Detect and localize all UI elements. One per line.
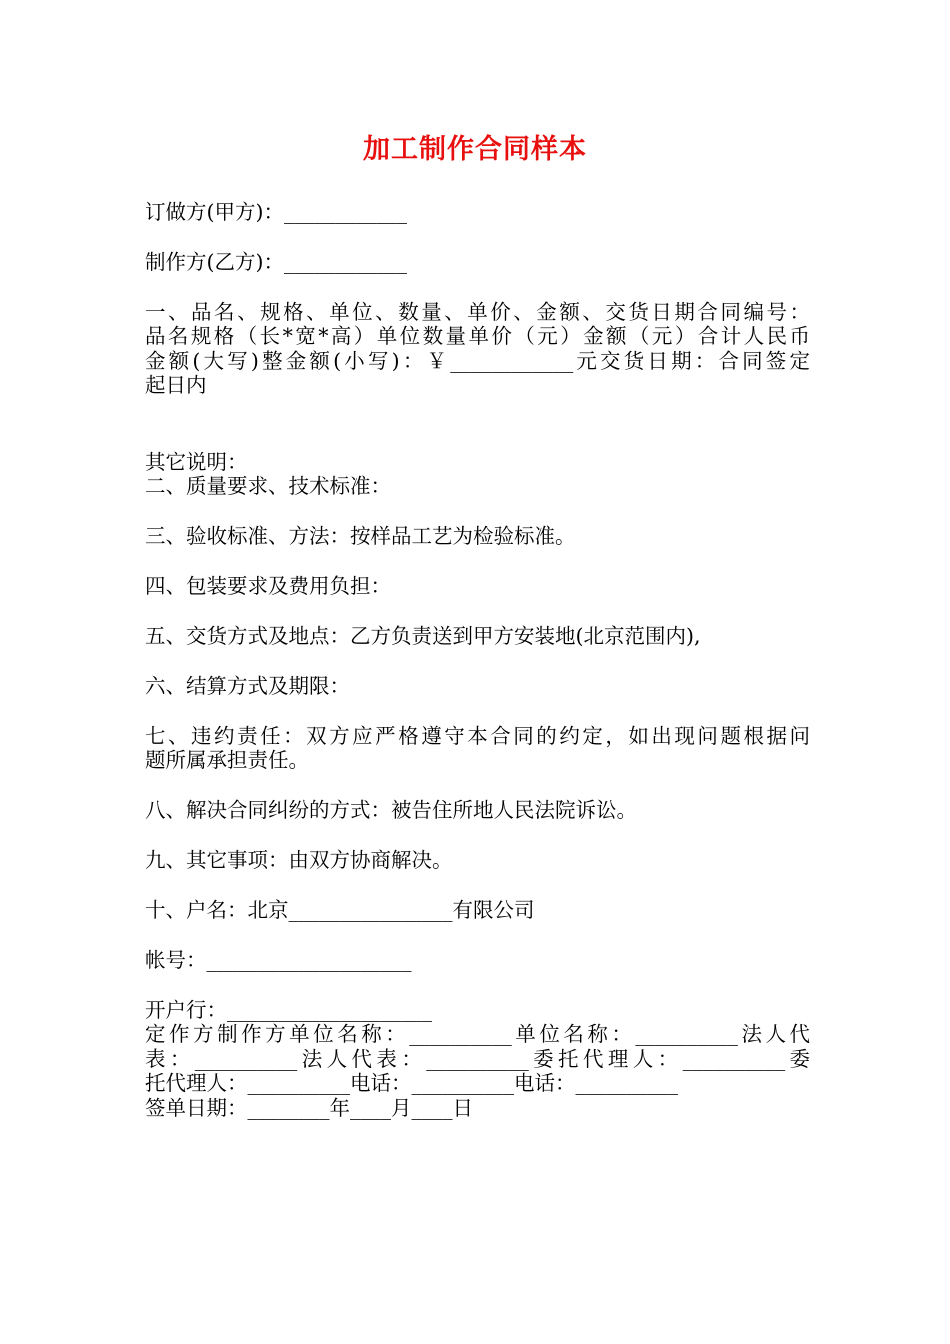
clause-1-line-1: 一、品名、规格、单位、数量、单价、金额、交货日期合同编号： [145,300,810,324]
clause-9-line: 九、其它事项：由双方协商解决。 [145,848,453,872]
signature-block-line-2: 表：__________法人代表：__________委托代理人：__________委 [145,1047,810,1071]
clause-5-line: 五、交货方式及地点：乙方负责送到甲方安装地(北京范围内), [145,624,701,648]
clause-2-line: 二、质量要求、技术标准： [145,474,391,498]
clause-10-account-name: 十、户名：北京________________有限公司 [145,898,535,922]
party-a-line: 订做方(甲方)：____________ [145,200,407,224]
clause-7-line-2: 题所属承担责任。 [145,748,309,772]
account-number-line: 帐号：____________________ [145,948,412,972]
clause-3-line: 三、验收标准、方法：按样品工艺为检验标准。 [145,524,576,548]
clause-8-line: 八、解决合同纠纷的方式：被告住所地人民法院诉讼。 [145,798,637,822]
clause-1-line-3: 金额(大写)整金额(小写)：￥____________元交货日期：合同签定 [145,349,810,373]
other-notes-line: 其它说明： [145,450,248,474]
party-b-line: 制作方(乙方)：____________ [145,250,407,274]
document-title: 加工制作合同样本 [363,134,587,165]
clause-1-line-2: 品名规格（长*宽*高）单位数量单价（元）金额（元）合计人民币 [145,324,810,348]
bank-line: 开户行：____________________ [145,998,432,1022]
clause-6-line: 六、结算方式及期限： [145,674,350,698]
signing-date-line: 签单日期：________年____月____日 [145,1096,473,1120]
clause-4-line: 四、包装要求及费用负担： [145,574,391,598]
clause-1-line-4: 起日内 [145,373,207,397]
clause-7-line-1: 七、违约责任：双方应严格遵守本合同的约定，如出现问题根据问 [145,724,810,748]
signature-block-line-1: 定作方制作方单位名称：__________单位名称：__________法人代 [145,1022,810,1046]
signature-block-line-3: 托代理人：__________电话：__________电话：__________ [145,1071,678,1095]
